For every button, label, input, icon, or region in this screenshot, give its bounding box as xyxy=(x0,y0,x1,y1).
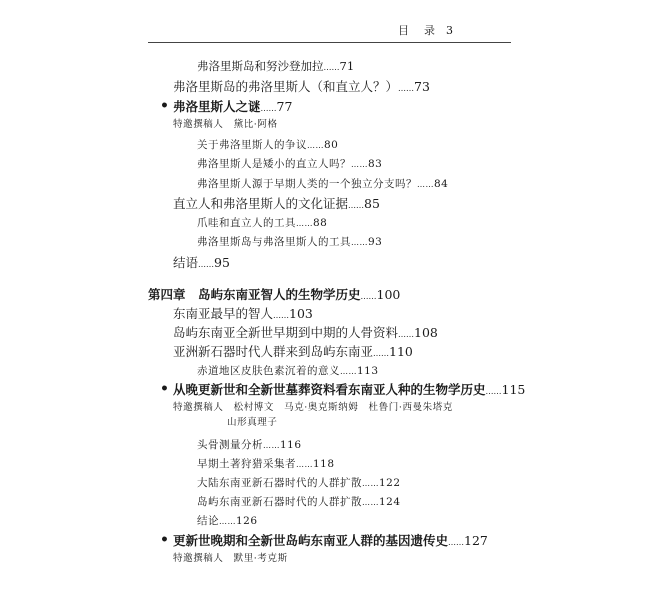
toc-entry-page: 71 xyxy=(339,59,355,73)
header-label-b: 录 xyxy=(424,24,436,37)
toc-entry-page: 73 xyxy=(414,79,430,94)
toc-entry-page: 80 xyxy=(324,139,339,151)
header-label-a: 目 xyxy=(398,24,410,37)
toc-entry-title: 岛屿东南亚新石器时代的人群扩散 xyxy=(197,496,362,508)
toc-entry-page: 118 xyxy=(313,458,335,470)
toc-entry[interactable]: 岛屿东南亚全新世早期到中期的人骨资料……108 xyxy=(173,325,438,340)
toc-entry[interactable]: 直立人和弗洛里斯人的文化证据……85 xyxy=(173,196,380,211)
toc-entry[interactable]: 关于弗洛里斯人的争议……80 xyxy=(197,139,339,151)
toc-entry[interactable]: 结语……95 xyxy=(173,255,230,270)
toc-entry-page: 77 xyxy=(276,99,293,114)
toc-entry-page: 115 xyxy=(501,382,526,397)
toc-entry-title: 第四章 岛屿东南亚智人的生物学历史 xyxy=(148,287,361,302)
toc-entry-page: 122 xyxy=(379,477,401,489)
contributor-line: 山形真理子 xyxy=(227,417,278,428)
toc-entry-page: 100 xyxy=(376,287,401,302)
toc-entry-title: 弗洛里斯人源于早期人类的一个独立分支吗？ xyxy=(197,178,417,190)
toc-entry-title: 弗洛里斯岛和努沙登加拉 xyxy=(197,59,324,73)
toc-entry-page: 124 xyxy=(379,496,401,508)
toc-entry[interactable]: 亚洲新石器时代人群来到岛屿东南亚……110 xyxy=(173,344,413,359)
toc-entry[interactable]: 东南亚最早的智人……103 xyxy=(173,306,313,321)
toc-entry-title: 赤道地区皮肤色素沉着的意义 xyxy=(197,365,340,377)
toc-entry-title: 结语 xyxy=(173,255,199,270)
toc-entry[interactable]: 弗洛里斯岛与弗洛里斯人的工具……93 xyxy=(197,236,383,248)
toc-entry-title: 直立人和弗洛里斯人的文化证据 xyxy=(173,196,349,211)
toc-entry[interactable]: 弗洛里斯人是矮小的直立人吗？……83 xyxy=(197,158,383,170)
toc-feature-entry[interactable]: • 更新世晚期和全新世岛屿东南亚人群的基因遗传史……127 xyxy=(173,533,488,551)
toc-entry[interactable]: 大陆东南亚新石器时代的人群扩散……122 xyxy=(197,477,401,489)
toc-entry[interactable]: 结论……126 xyxy=(197,515,258,527)
toc-entry-page: 127 xyxy=(464,533,488,548)
contributor-line: 特邀撰稿人 黛比·阿格 xyxy=(173,119,278,130)
toc-entry[interactable]: 岛屿东南亚新石器时代的人群扩散……124 xyxy=(197,496,401,508)
toc-entry-title: 弗洛里斯岛的弗洛里斯人（和直立人？） xyxy=(173,79,399,94)
toc-entry-page: 95 xyxy=(214,255,230,270)
toc-entry-page: 113 xyxy=(357,365,379,377)
toc-entry-title: 岛屿东南亚全新世早期到中期的人骨资料 xyxy=(173,325,399,340)
toc-entry[interactable]: 爪哇和直立人的工具……88 xyxy=(197,217,328,229)
chapter-heading[interactable]: 第四章 岛屿东南亚智人的生物学历史……100 xyxy=(148,287,401,302)
contributor-line: 特邀撰稿人 默里·考克斯 xyxy=(173,553,288,564)
toc-entry-title: 弗洛里斯人是矮小的直立人吗？ xyxy=(197,158,351,170)
toc-entry-page: 108 xyxy=(414,325,438,340)
toc-entry-page: 83 xyxy=(368,158,383,170)
toc-entry[interactable]: 赤道地区皮肤色素沉着的意义……113 xyxy=(197,365,379,377)
toc-entry[interactable]: 早期土著狩猎采集者……118 xyxy=(197,458,335,470)
toc-entry-title: 弗洛里斯人之谜 xyxy=(173,99,261,114)
toc-entry-title: 更新世晚期和全新世岛屿东南亚人群的基因遗传史 xyxy=(173,533,449,548)
contributor-line: 特邀撰稿人 松村博文 马克·奥克斯纳姆 杜鲁门·西曼朱塔克 xyxy=(173,402,453,413)
header-rule xyxy=(148,42,511,43)
toc-entry-page: 93 xyxy=(368,236,383,248)
toc-feature-entry[interactable]: • 弗洛里斯人之谜……77 xyxy=(173,99,292,117)
toc-entry-title: 从晚更新世和全新世墓葬资料看东南亚人种的生物学历史 xyxy=(173,382,486,397)
toc-entry-page: 84 xyxy=(434,178,449,190)
toc-entry-page: 103 xyxy=(289,306,313,321)
toc-entry-page: 126 xyxy=(236,515,258,527)
toc-entry-title: 亚洲新石器时代人群来到岛屿东南亚 xyxy=(173,344,374,359)
toc-entry[interactable]: 弗洛里斯岛和努沙登加拉……71 xyxy=(197,59,355,73)
header-page-number: 3 xyxy=(446,24,454,37)
toc-entry-title: 大陆东南亚新石器时代的人群扩散 xyxy=(197,477,362,489)
toc-entry-title: 头骨测量分析 xyxy=(197,439,263,451)
toc-entry[interactable]: 头骨测量分析……116 xyxy=(197,439,302,451)
toc-entry-page: 116 xyxy=(280,439,302,451)
toc-entry-title: 早期土著狩猎采集者 xyxy=(197,458,296,470)
toc-entry-title: 爪哇和直立人的工具 xyxy=(197,217,296,229)
toc-entry-title: 关于弗洛里斯人的争议 xyxy=(197,139,307,151)
toc-entry[interactable]: 弗洛里斯人源于早期人类的一个独立分支吗？……84 xyxy=(197,178,449,190)
toc-entry-title: 结论 xyxy=(197,515,219,527)
toc-entry-page: 88 xyxy=(313,217,328,229)
toc-feature-entry[interactable]: • 从晚更新世和全新世墓葬资料看东南亚人种的生物学历史……115 xyxy=(173,382,525,400)
toc-entry[interactable]: 弗洛里斯岛的弗洛里斯人（和直立人？）……73 xyxy=(173,79,430,94)
toc-entry-page: 110 xyxy=(389,344,413,359)
toc-entry-title: 东南亚最早的智人 xyxy=(173,306,274,321)
running-header xyxy=(398,22,454,38)
toc-entry-title: 弗洛里斯岛与弗洛里斯人的工具 xyxy=(197,236,351,248)
toc-entry-page: 85 xyxy=(364,196,380,211)
